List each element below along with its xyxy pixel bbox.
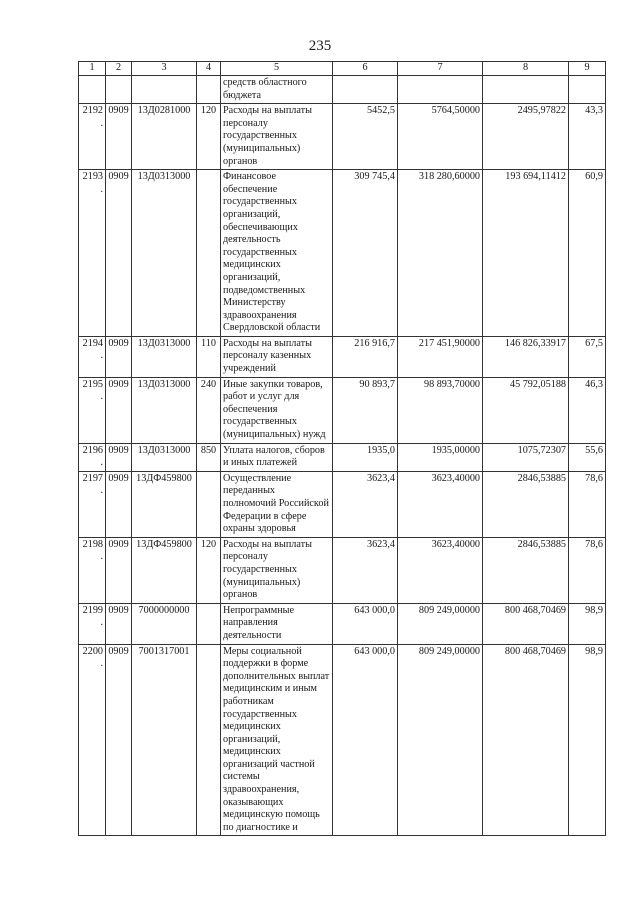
row-number: 2194. [79, 336, 106, 377]
expense-type-code [197, 76, 221, 104]
executed-amount: 2495,97822 [483, 104, 569, 170]
executed-amount: 45 792,05188 [483, 377, 569, 443]
plan-revised: 217 451,90000 [398, 336, 483, 377]
plan-revised: 1935,00000 [398, 443, 483, 471]
plan-initial: 5452,5 [333, 104, 398, 170]
expense-name: Расходы на выплаты персоналу государственных (муниципальных) органов [221, 537, 333, 603]
plan-initial: 216 916,7 [333, 336, 398, 377]
executed-amount: 2846,53885 [483, 537, 569, 603]
plan-initial: 643 000,0 [333, 644, 398, 836]
plan-initial: 3623,4 [333, 537, 398, 603]
execution-percent: 78,6 [569, 471, 606, 537]
table-row [79, 443, 606, 471]
execution-percent: 98,9 [569, 644, 606, 836]
executed-amount: 193 694,11412 [483, 170, 569, 337]
target-code: 13Д0313000 [132, 443, 197, 471]
table-row [79, 603, 606, 644]
header-row [79, 62, 606, 76]
plan-initial: 643 000,0 [333, 603, 398, 644]
page-number: 235 [308, 38, 332, 54]
column-header-3: 3 [132, 62, 197, 76]
executed-amount: 2846,53885 [483, 471, 569, 537]
budget-table [78, 61, 606, 836]
plan-revised [398, 76, 483, 104]
column-header-7: 7 [398, 62, 483, 76]
section-code: 0909 [106, 336, 132, 377]
row-number: 2198. [79, 537, 106, 603]
target-code: 7001317001 [132, 644, 197, 836]
expense-type-code: 110 [197, 336, 221, 377]
row-number: 2199. [79, 603, 106, 644]
section-code: 0909 [106, 104, 132, 170]
column-header-4: 4 [197, 62, 221, 76]
table-row [79, 537, 606, 603]
table-row [79, 104, 606, 170]
expense-name: Меры социальной поддержки в форме дополнительных выплат медицинским и иным работникам государственных медицинских организаций, медицинских организаций частной системы здравоохранения, оказывающих медицинскую помощь по диагностике и [221, 644, 333, 836]
plan-revised: 98 893,70000 [398, 377, 483, 443]
row-number: 2192. [79, 104, 106, 170]
row-number: 2197. [79, 471, 106, 537]
execution-percent: 55,6 [569, 443, 606, 471]
target-code: 13Д0313000 [132, 170, 197, 337]
target-code [132, 76, 197, 104]
execution-percent [569, 76, 606, 104]
expense-type-code [197, 170, 221, 337]
expense-name: Иные закупки товаров, работ и услуг для обеспечения государственных (муниципальных) нужд [221, 377, 333, 443]
expense-type-code: 240 [197, 377, 221, 443]
plan-initial: 3623,4 [333, 471, 398, 537]
column-header-1: 1 [79, 62, 106, 76]
execution-percent: 46,3 [569, 377, 606, 443]
executed-amount: 800 468,70469 [483, 644, 569, 836]
section-code: 0909 [106, 377, 132, 443]
section-code: 0909 [106, 471, 132, 537]
table-row [79, 644, 606, 836]
section-code: 0909 [106, 170, 132, 337]
expense-type-code: 120 [197, 537, 221, 603]
plan-revised: 5764,50000 [398, 104, 483, 170]
plan-initial: 309 745,4 [333, 170, 398, 337]
target-code: 13Д0313000 [132, 377, 197, 443]
plan-revised: 809 249,00000 [398, 644, 483, 836]
table-row [79, 336, 606, 377]
execution-percent: 78,6 [569, 537, 606, 603]
expense-type-code [197, 644, 221, 836]
expense-type-code: 120 [197, 104, 221, 170]
plan-revised: 3623,40000 [398, 471, 483, 537]
execution-percent: 98,9 [569, 603, 606, 644]
plan-revised: 809 249,00000 [398, 603, 483, 644]
section-code: 0909 [106, 644, 132, 836]
plan-initial [333, 76, 398, 104]
expense-name: Расходы на выплаты персоналу государственных (муниципальных) органов [221, 104, 333, 170]
row-number [79, 76, 106, 104]
expense-name: Непрограммные направления деятельности [221, 603, 333, 644]
execution-percent: 67,5 [569, 336, 606, 377]
target-code: 13Д0313000 [132, 336, 197, 377]
row-number: 2195. [79, 377, 106, 443]
target-code: 7000000000 [132, 603, 197, 644]
expense-name: Финансовое обеспечение государственных организаций, обеспечивающих деятельность государственных медицинских организаций, подведомственных Министерству здравоохранения Свердловской области [221, 170, 333, 337]
execution-percent: 60,9 [569, 170, 606, 337]
column-header-8: 8 [483, 62, 569, 76]
row-number: 2200. [79, 644, 106, 836]
table-row [79, 76, 606, 104]
plan-initial: 90 893,7 [333, 377, 398, 443]
row-number: 2196. [79, 443, 106, 471]
section-code: 0909 [106, 443, 132, 471]
expense-type-code: 850 [197, 443, 221, 471]
expense-name: Осуществление переданных полномочий Российской Федерации в сфере охраны здоровья [221, 471, 333, 537]
column-header-9: 9 [569, 62, 606, 76]
plan-revised: 318 280,60000 [398, 170, 483, 337]
column-header-5: 5 [221, 62, 333, 76]
column-header-2: 2 [106, 62, 132, 76]
table-row [79, 377, 606, 443]
section-code [106, 76, 132, 104]
target-code: 13ДФ459800 [132, 537, 197, 603]
plan-initial: 1935,0 [333, 443, 398, 471]
executed-amount: 146 826,33917 [483, 336, 569, 377]
section-code: 0909 [106, 603, 132, 644]
expense-type-code [197, 603, 221, 644]
executed-amount: 800 468,70469 [483, 603, 569, 644]
section-code: 0909 [106, 537, 132, 603]
table-row [79, 471, 606, 537]
table-row [79, 170, 606, 337]
column-header-6: 6 [333, 62, 398, 76]
executed-amount [483, 76, 569, 104]
executed-amount: 1075,72307 [483, 443, 569, 471]
expense-name: Расходы на выплаты персоналу казенных учреждений [221, 336, 333, 377]
target-code: 13ДФ459800 [132, 471, 197, 537]
execution-percent: 43,3 [569, 104, 606, 170]
expense-name: средств областного бюджета [221, 76, 333, 104]
expense-name: Уплата налогов, сборов и иных платежей [221, 443, 333, 471]
expense-type-code [197, 471, 221, 537]
target-code: 13Д0281000 [132, 104, 197, 170]
row-number: 2193. [79, 170, 106, 337]
plan-revised: 3623,40000 [398, 537, 483, 603]
